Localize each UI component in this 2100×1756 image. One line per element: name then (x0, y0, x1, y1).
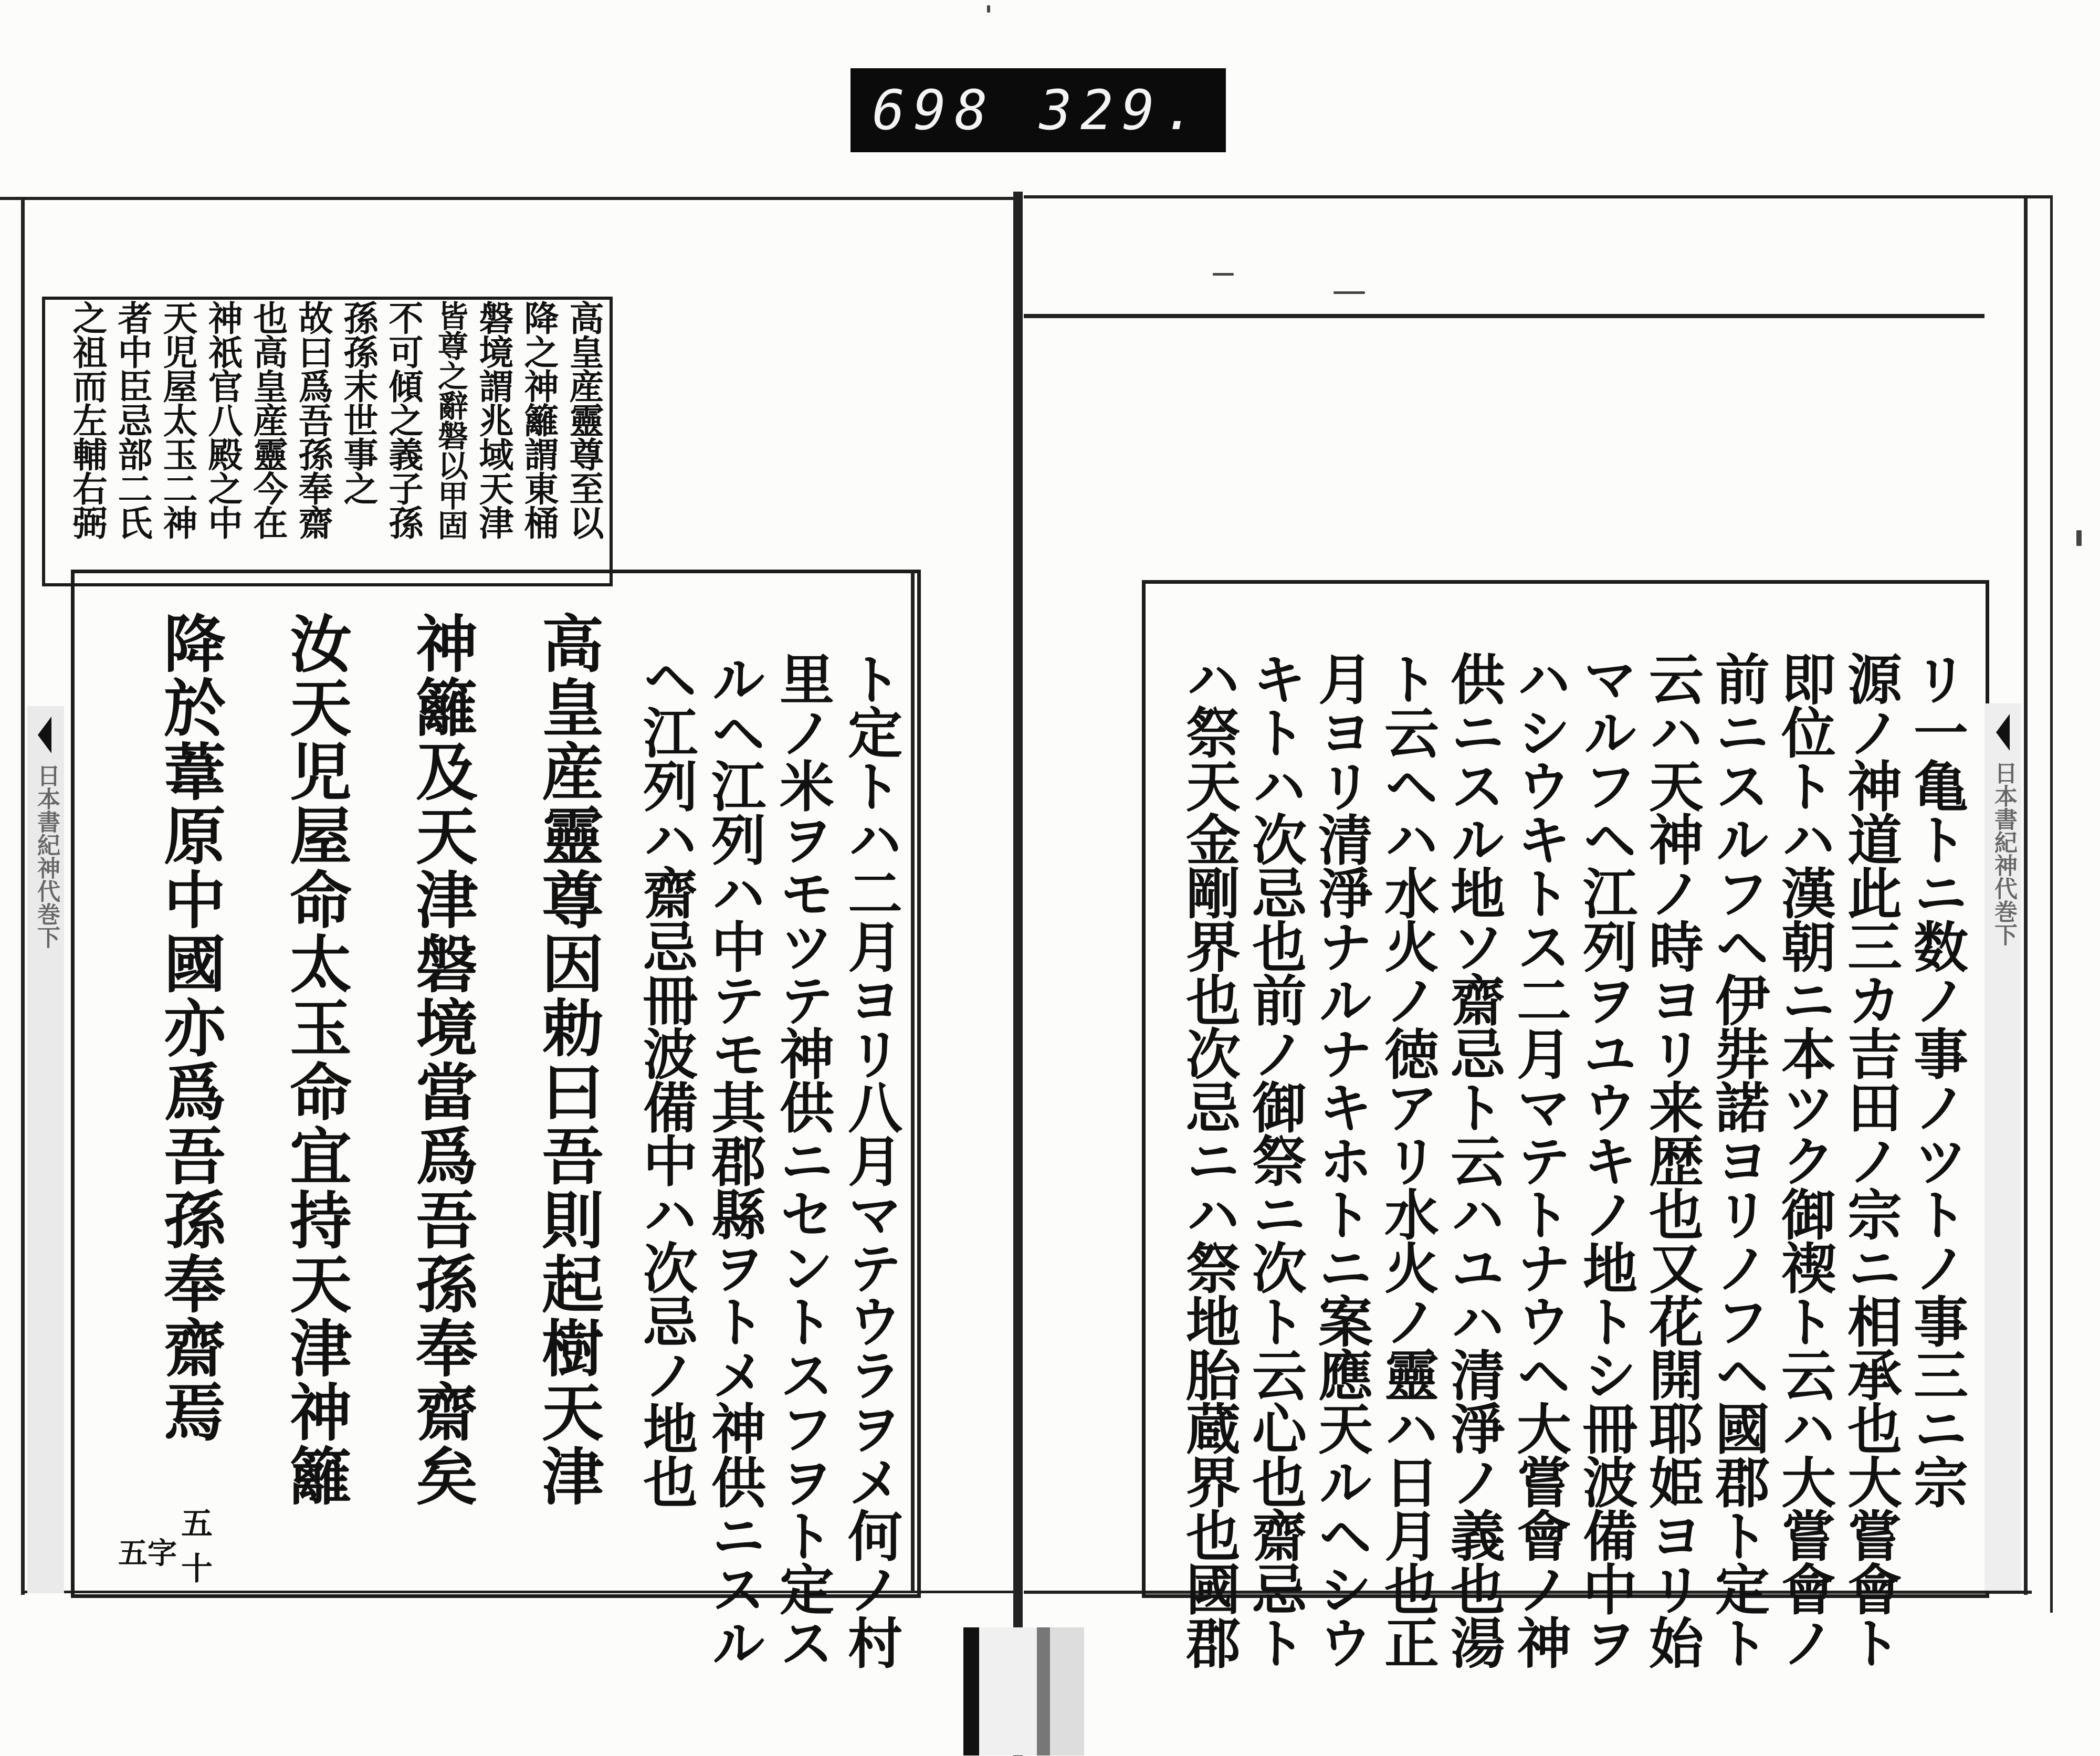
left-margin-marker (38, 717, 51, 753)
commentary-col: ト定トハ二月ヨリ八月マテウラヲメ何ノ村 (838, 651, 903, 1668)
scan-speck (1213, 273, 1234, 276)
right-margin-marker (1996, 714, 2010, 751)
right-margin-strip (1984, 703, 2021, 1591)
commentary-col: ハシウキトス二月マテトナウヘ大嘗會ノ神 (1507, 651, 1572, 1668)
top-note-col: 也高皇産靈今在 (247, 300, 288, 539)
left-margin-strip (27, 706, 64, 1593)
main-text-col: 神籬及天津磐境當爲吾孫奉齋矣 (405, 612, 478, 1508)
scan-speck (2076, 530, 2082, 546)
commentary-col: 即位トハ漢朝ニ本ツク御禊ト云ハ大嘗會ノ (1772, 651, 1836, 1668)
frame-number-left: 698 (872, 78, 996, 142)
top-note-col: 皆尊之辭磐以甲固 (433, 300, 468, 540)
commentary-col: ト云ヘハ水火ノ徳アリ水火ノ靈ハ日月也正 (1375, 651, 1440, 1668)
top-note-col: 故曰爲吾孫奉齋 (292, 300, 333, 539)
commentary-col: ルヘ江列ハ中テモ其郡縣ヲトメ神供ニスル (702, 651, 766, 1668)
scan-speck (1334, 291, 1365, 294)
top-note-col: 降之神籬謂東桶 (518, 300, 559, 539)
left-main-text-block (105, 612, 604, 1572)
commentary-col: キトハ次忌也前ノ御祭ニ次ト云心也齋忌ト (1243, 651, 1307, 1668)
main-text-col: 高皇産靈尊因勅曰吾則起樹天津 (531, 612, 604, 1508)
left-main-box-top-bar (911, 570, 915, 1591)
right-margin-title: 日本書紀神代巻下 (1990, 761, 2017, 946)
left-commentary-block (620, 651, 903, 1668)
right-page-top-edge (1024, 195, 2053, 198)
top-note-col: 之祖而左輔右弼 (67, 300, 108, 539)
top-note-col: 者中臣忌部二氏 (112, 300, 153, 539)
commentary-col: リ一亀トニ数ノ事ノツトノ事三ニ宗 (1904, 651, 1969, 1508)
commentary-col: 源ノ神道此三カ吉田ノ宗ニ相承也大嘗會ト (1838, 651, 1903, 1668)
end-note (118, 1499, 234, 1587)
frame-number-right: 329. (1039, 78, 1204, 142)
book-spine (1013, 192, 1023, 1756)
scan-speck (987, 5, 990, 13)
right-page-outer-edge (2024, 198, 2028, 1595)
top-note-col: 孫孫末世事之 (338, 300, 379, 505)
left-top-note-columns (50, 300, 604, 579)
commentary-col: 云ハ天神ノ時ヨリ来歴也又花開耶姫ヨリ始 (1640, 651, 1704, 1668)
gutter-shadow (963, 1627, 1084, 1755)
commentary-col: マルフヘ江列ヲユウキノ地トシ冊波備中ヲ (1573, 651, 1638, 1668)
top-note-col: 不可傾之義子孫 (383, 300, 424, 539)
right-page-outer-edge-2 (2050, 195, 2053, 1613)
main-text-col: 汝天児屋命太玉命宜持天津神籬 (279, 612, 352, 1508)
commentary-col: 月ヨリ清淨ナルナキホトニ案應天ルヘシウ (1309, 651, 1373, 1668)
commentary-col: 供ニスル地ソ齋忌ト云ハユハ清淨ノ義也湯 (1441, 651, 1506, 1668)
right-page-header-rule (1024, 314, 1984, 318)
commentary-col: ハ祭天金剛界也次忌ニハ祭地胎蔵界也國郡 (1177, 651, 1241, 1668)
top-note-col: 神祇官八殿之中 (202, 300, 243, 539)
end-note-line-2: 五字 (118, 1536, 177, 1571)
left-margin-title: 日本書紀神代巻下 (33, 764, 60, 949)
left-page-top-edge (0, 197, 1016, 200)
commentary-col: 前ニスルフヘ伊弉諾ヨリノフヘ國郡ト定ト (1706, 651, 1770, 1668)
commentary-col: ヘ江列ハ齋忌冊波備中ハ次忌ノ地也 (634, 651, 698, 1508)
left-page-outer-edge (21, 198, 25, 1595)
top-note-col: 天児屋太玉二神 (157, 300, 198, 539)
top-note-col: 磐境謂兆域天津 (473, 300, 514, 539)
right-commentary-block (1166, 651, 1969, 1668)
end-note-line-1: 五十 (181, 1506, 213, 1587)
top-note-col: 高皇産靈尊至以 (563, 300, 604, 539)
main-text-col: 降於葦原中國亦爲吾孫奉齋焉 (153, 612, 226, 1444)
commentary-col: 里ノ米ヲモツテ神供ニセントスフヲト定ス (770, 651, 835, 1668)
